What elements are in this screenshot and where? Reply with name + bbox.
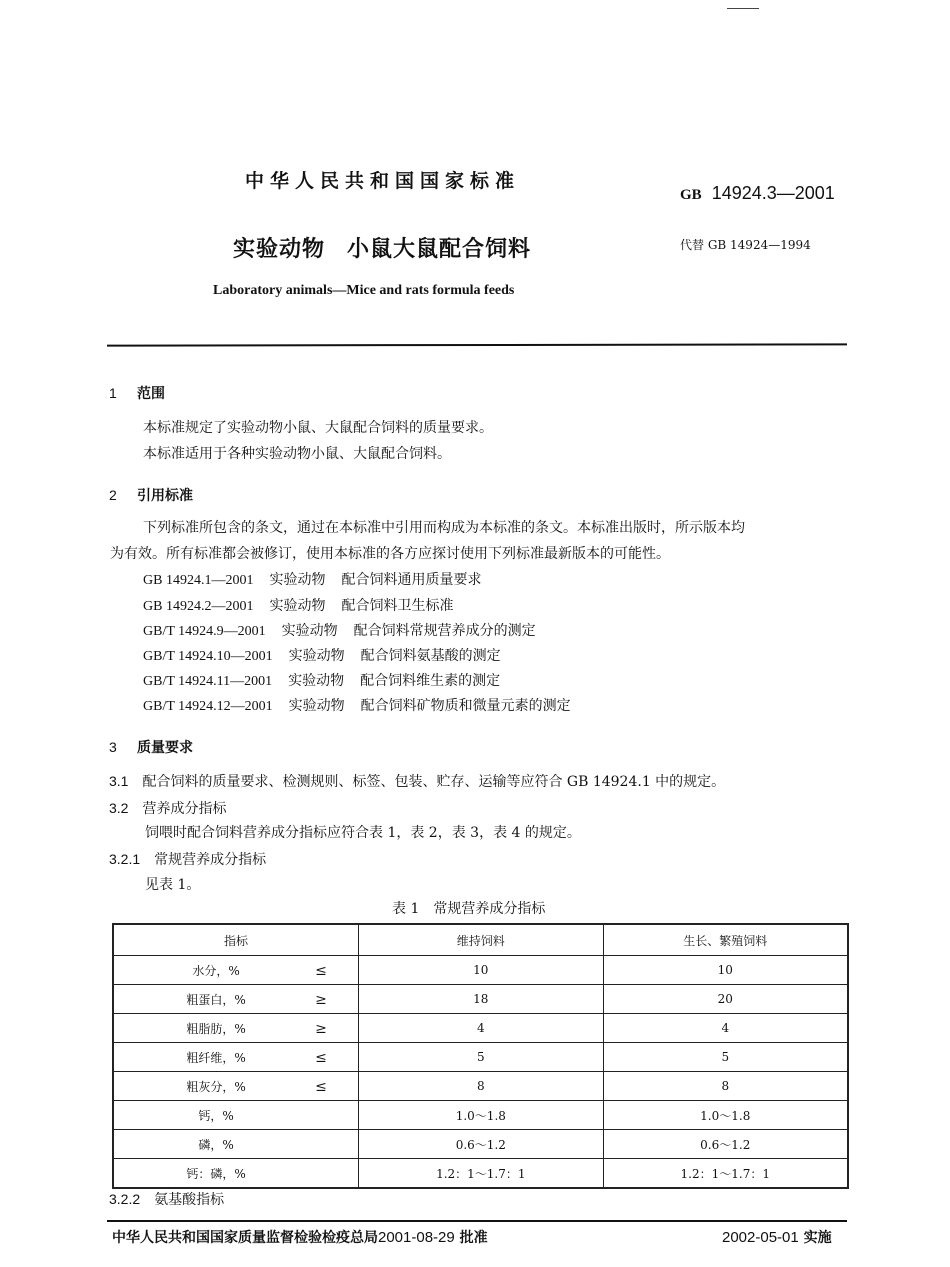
table-row: 水分，% ≤ 10 10 <box>113 956 848 985</box>
reference-item: GB 14924.2—2001 实验动物 配合饲料卫生标准 <box>143 599 454 614</box>
column-header-indicator: 指标 <box>113 924 359 956</box>
reference-item: GB/T 14924.10—2001 实验动物 配合饲料氨基酸的测定 <box>143 649 501 664</box>
table-1 <box>112 923 849 1189</box>
section-3-2-2-heading: 3.2.2 氨基酸指标 <box>109 1191 225 1208</box>
table-row: 钙：磷，% 1.2：1～1.7：1 1.2：1～1.7：1 <box>113 1159 848 1189</box>
section-3-1: 3.1 配合饲料的质量要求、检测规则、标签、包装、贮存、运输等应符合 GB 14924.1 中的规定。 <box>109 773 726 790</box>
section-3-2-text: 饲喂时配合饲料营养成分指标应符合表 1，表 2，表 3，表 4 的规定。 <box>145 825 581 841</box>
section-3-heading: 3 质量要求 <box>109 739 193 756</box>
section-3-2-heading: 3.2 营养成分指标 <box>109 800 227 817</box>
effective-date: 2002-05-01 <box>722 1229 799 1246</box>
issuer: 中华人民共和国国家质量监督检验检疫总局 <box>112 1230 378 1246</box>
reference-item: GB 14924.1—2001 实验动物 配合饲料通用质量要求 <box>143 573 482 588</box>
table-header-row <box>113 924 848 956</box>
section-1-heading: 1 范围 <box>109 385 165 402</box>
section-1-paragraph: 本标准规定了实验动物小鼠、大鼠配合饲料的质量要求。 <box>143 420 493 436</box>
table-row: 粗脂肪，% ≥ 4 4 <box>113 1014 848 1043</box>
document-title-zh <box>233 232 531 263</box>
title-part-1: 实验动物 <box>233 237 326 262</box>
footer-approval: 中华人民共和国国家质量监督检验检疫总局2001-08-29 批准 <box>112 1229 488 1246</box>
footer-divider <box>107 1220 847 1222</box>
section-2-intro: 为有效。所有标准都会被修订，使用本标准的各方应探讨使用下列标准最新版本的可能性。 <box>110 546 670 562</box>
footer-effective: 2002-05-01 实施 <box>722 1229 832 1246</box>
table-row: 磷，% 0.6～1.2 0.6～1.2 <box>113 1130 848 1159</box>
reference-item: GB/T 14924.9—2001 实验动物 配合饲料常规营养成分的测定 <box>143 624 536 639</box>
section-2-heading: 2 引用标准 <box>109 487 193 504</box>
standard-prefix: GB <box>680 187 702 203</box>
table-row: 钙，% 1.0～1.8 1.0～1.8 <box>113 1101 848 1130</box>
table-row: 粗纤维，% ≤ 5 5 <box>113 1043 848 1072</box>
replaces-standard: 代替 GB 14924—1994 <box>680 238 811 252</box>
section-2-intro: 下列标准所包含的条文，通过在本标准中引用而构成为本标准的条文。本标准出版时，所示版本均 <box>143 520 745 536</box>
table-1-caption: 表 1 常规营养成分指标 <box>392 901 546 917</box>
section-3-2-1-text: 见表 1。 <box>145 877 201 893</box>
table-row: 粗蛋白，% ≥ 18 20 <box>113 985 848 1014</box>
national-standard-label: 中华人民共和国国家标准 <box>245 170 521 192</box>
reference-item: GB/T 14924.12—2001 实验动物 配合饲料矿物质和微量元素的测定 <box>143 699 571 714</box>
reference-item: GB/T 14924.11—2001 实验动物 配合饲料维生素的测定 <box>143 674 501 689</box>
title-part-2: 小鼠大鼠配合饲料 <box>347 237 532 262</box>
section-3-2-1-heading: 3.2.1 常规营养成分指标 <box>109 851 267 868</box>
standard-code <box>680 183 835 204</box>
column-header-growth: 生长、繁殖饲料 <box>603 924 848 956</box>
scan-artifact <box>727 8 759 9</box>
section-1-paragraph: 本标准适用于各种实验动物小鼠、大鼠配合饲料。 <box>143 446 451 462</box>
approval-date: 2001-08-29 <box>378 1229 455 1246</box>
column-header-maintenance: 维持饲料 <box>359 924 603 956</box>
document-title-en: Laboratory animals—Mice and rats formula feeds <box>213 283 515 298</box>
standard-number: 14924.3—2001 <box>711 183 835 203</box>
header-divider <box>107 343 847 346</box>
table-row: 粗灰分，% ≤ 8 8 <box>113 1072 848 1101</box>
